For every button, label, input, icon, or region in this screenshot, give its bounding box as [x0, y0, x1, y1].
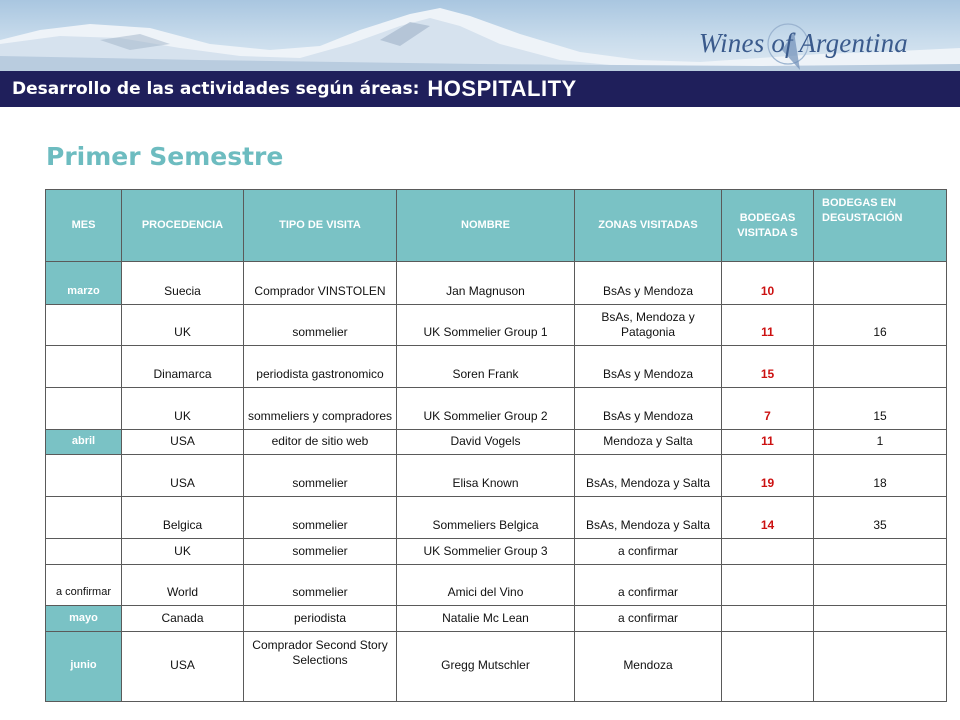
cell-bodegas-degustacion — [814, 262, 947, 305]
cell-mes — [46, 539, 122, 565]
cell-bodegas-visitadas: 14 — [722, 497, 814, 539]
cell-procedencia: UK — [122, 539, 244, 565]
table-row — [46, 497, 947, 539]
cell-procedencia: Belgica — [122, 497, 244, 539]
cell-mes: junio — [46, 632, 122, 702]
cell-tipo-visita: sommelier — [244, 539, 397, 565]
cell-procedencia: UK — [122, 388, 244, 430]
table-row — [46, 539, 947, 565]
cell-bodegas-degustacion — [814, 632, 947, 702]
cell-zonas: BsAs, Mendoza y Salta — [575, 497, 722, 539]
cell-procedencia: USA — [122, 632, 244, 702]
cell-nombre: Amici del Vino — [397, 565, 575, 606]
cell-procedencia: UK — [122, 305, 244, 346]
cell-nombre: Gregg Mutschler — [397, 632, 575, 702]
header-bodegas-visitadas: BODEGAS VISITADA S — [722, 190, 814, 262]
title-strong: HOSPITALITY — [427, 76, 577, 101]
header-procedencia: PROCEDENCIA — [122, 190, 244, 262]
cell-zonas: BsAs y Mendoza — [575, 346, 722, 388]
cell-bodegas-degustacion — [814, 565, 947, 606]
cell-bodegas-visitadas: 10 — [722, 262, 814, 305]
cell-procedencia: World — [122, 565, 244, 606]
cell-tipo-visita: sommelier — [244, 565, 397, 606]
cell-tipo-visita: Comprador Second Story Selections — [244, 632, 397, 702]
cell-zonas: Mendoza — [575, 632, 722, 702]
cell-tipo-visita: Comprador VINSTOLEN — [244, 262, 397, 305]
header-nombre: NOMBRE — [397, 190, 575, 262]
table-row — [46, 606, 947, 632]
cell-bodegas-degustacion: 1 — [814, 430, 947, 455]
cell-tipo-visita: sommelier — [244, 455, 397, 497]
table-row — [46, 388, 947, 430]
cell-nombre: Elisa Known — [397, 455, 575, 497]
cell-bodegas-visitadas — [722, 565, 814, 606]
cell-nombre: Sommeliers Belgica — [397, 497, 575, 539]
cell-zonas: Mendoza y Salta — [575, 430, 722, 455]
cell-nombre: UK Sommelier Group 1 — [397, 305, 575, 346]
table-row — [46, 632, 947, 702]
header-mes: MES — [46, 190, 122, 262]
cell-procedencia: Dinamarca — [122, 346, 244, 388]
cell-procedencia: USA — [122, 455, 244, 497]
cell-bodegas-degustacion: 16 — [814, 305, 947, 346]
table-row — [46, 455, 947, 497]
cell-mes — [46, 346, 122, 388]
cell-tipo-visita: editor de sitio web — [244, 430, 397, 455]
header-zonas-visitadas: ZONAS VISITADAS — [575, 190, 722, 262]
cell-tipo-visita: periodista — [244, 606, 397, 632]
cell-mes — [46, 497, 122, 539]
cell-bodegas-visitadas — [722, 606, 814, 632]
header-banner — [0, 0, 960, 72]
page-subtitle: Primer Semestre — [46, 142, 284, 171]
cell-procedencia: Canada — [122, 606, 244, 632]
cell-bodegas-degustacion — [814, 606, 947, 632]
table-row — [46, 346, 947, 388]
cell-bodegas-visitadas: 7 — [722, 388, 814, 430]
cell-bodegas-degustacion: 15 — [814, 388, 947, 430]
cell-bodegas-visitadas: 11 — [722, 430, 814, 455]
cell-bodegas-degustacion: 18 — [814, 455, 947, 497]
cell-nombre: Soren Frank — [397, 346, 575, 388]
table-row — [46, 262, 947, 305]
header-bodegas-degustacion: BODEGAS EN DEGUSTACIÓN — [814, 190, 947, 262]
table-row — [46, 305, 947, 346]
cell-zonas: a confirmar — [575, 606, 722, 632]
cell-bodegas-visitadas: 15 — [722, 346, 814, 388]
cell-nombre: UK Sommelier Group 2 — [397, 388, 575, 430]
cell-mes: a confirmar — [46, 565, 122, 606]
cell-nombre: Natalie Mc Lean — [397, 606, 575, 632]
cell-bodegas-visitadas: 19 — [722, 455, 814, 497]
cell-bodegas-degustacion — [814, 539, 947, 565]
cell-mes — [46, 388, 122, 430]
title-bar — [0, 71, 960, 107]
cell-mes — [46, 455, 122, 497]
cell-zonas: a confirmar — [575, 565, 722, 606]
visits-table — [45, 189, 947, 702]
cell-nombre: David Vogels — [397, 430, 575, 455]
cell-nombre: Jan Magnuson — [397, 262, 575, 305]
cell-tipo-visita: sommeliers y compradores — [244, 388, 397, 430]
cell-bodegas-visitadas: 11 — [722, 305, 814, 346]
table-row — [46, 430, 947, 455]
title-lead: Desarrollo de las actividades según áreas: — [12, 79, 420, 99]
cell-zonas: BsAs, Mendoza y Salta — [575, 455, 722, 497]
cell-bodegas-visitadas — [722, 632, 814, 702]
cell-nombre: UK Sommelier Group 3 — [397, 539, 575, 565]
table-row — [46, 565, 947, 606]
cell-tipo-visita: sommelier — [244, 497, 397, 539]
brand-logo-text: Wines of Argentina — [698, 28, 908, 58]
cell-procedencia: USA — [122, 430, 244, 455]
cell-mes: abril — [46, 430, 122, 455]
cell-mes: marzo — [46, 262, 122, 305]
cell-tipo-visita: sommelier — [244, 305, 397, 346]
table-body — [46, 262, 947, 702]
table-header-row — [46, 190, 947, 262]
cell-zonas: BsAs, Mendoza y Patagonia — [575, 305, 722, 346]
header-tipo-visita: TIPO DE VISITA — [244, 190, 397, 262]
cell-mes: mayo — [46, 606, 122, 632]
cell-bodegas-visitadas — [722, 539, 814, 565]
cell-zonas: BsAs y Mendoza — [575, 262, 722, 305]
cell-zonas: BsAs y Mendoza — [575, 388, 722, 430]
cell-tipo-visita: periodista gastronomico — [244, 346, 397, 388]
cell-mes — [46, 305, 122, 346]
visits-table-container — [45, 189, 947, 702]
cell-bodegas-degustacion: 35 — [814, 497, 947, 539]
cell-procedencia: Suecia — [122, 262, 244, 305]
cell-bodegas-degustacion — [814, 346, 947, 388]
cell-zonas: a confirmar — [575, 539, 722, 565]
